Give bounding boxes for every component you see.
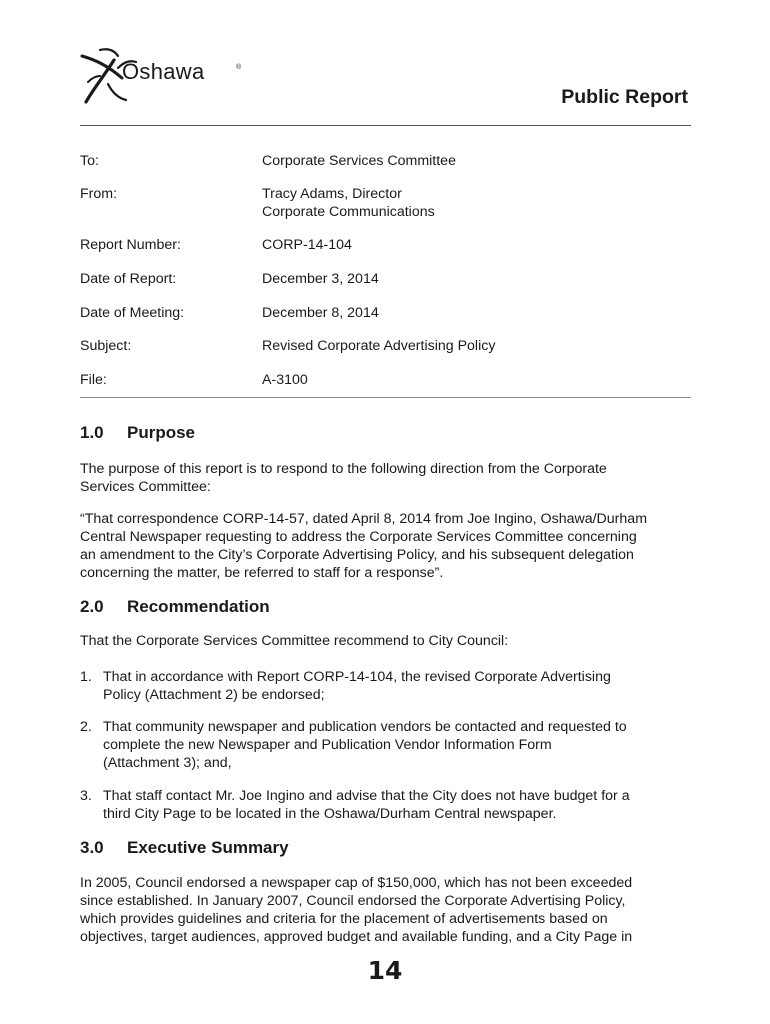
text-line: since established. In January 2007, Council endorsed the Corporate Advertising Policy,: [80, 893, 626, 909]
text-line: which provides guidelines and criteria for the placement of advertisements based on: [80, 911, 608, 927]
text-line: concerning the matter, be referred to staff for a response”.: [80, 565, 444, 581]
section-number: 1.0: [80, 423, 104, 442]
text-line: complete the new Newspaper and Publication Vendor Information Form: [103, 737, 552, 753]
meta-label: Date of Meeting:: [80, 305, 185, 321]
logo-wordmark: Oshawa: [122, 59, 205, 84]
meta-value: CORP-14-104: [262, 237, 352, 253]
text-line: That staff contact Mr. Joe Ingino and advise that the City does not have budget for a: [103, 788, 630, 804]
list-number: 2.: [80, 719, 92, 735]
meta-value: Corporate Services Committee: [262, 153, 456, 169]
purpose-quote: [80, 510, 690, 582]
list-number: 3.: [80, 788, 92, 804]
oshawa-logo: [78, 42, 258, 108]
meta-label: To:: [80, 153, 99, 169]
meta-value: Tracy Adams, Director: [262, 186, 402, 202]
text-line: “That correspondence CORP-14-57, dated April 8, 2014 from Joe Ingino, Oshawa/Durham: [80, 511, 648, 527]
text-line: Central Newspaper requesting to address the Corporate Services Committee concerning: [80, 529, 637, 545]
meta-label: Report Number:: [80, 237, 181, 253]
text-line: In 2005, Council endorsed a newspaper cap of $150,000, which has not been exceeded: [80, 875, 633, 891]
meta-value-line2: Corporate Communications: [262, 204, 435, 220]
text-line: an amendment to the City’s Corporate Advertising Policy, and his subsequent delegation: [80, 547, 634, 563]
section-number: 3.0: [80, 838, 104, 857]
meta-label: Date of Report:: [80, 271, 177, 287]
meta-value: Revised Corporate Advertising Policy: [262, 338, 496, 354]
report-type-title: Public Report: [561, 86, 688, 108]
section-title: Purpose: [127, 423, 196, 442]
page-number: 14: [367, 956, 403, 985]
meta-label: From:: [80, 186, 118, 202]
meta-value: A-3100: [262, 372, 308, 388]
text-line: That in accordance with Report CORP-14-104, the revised Corporate Advertising: [103, 669, 611, 685]
recommendation-intro: That the Corporate Services Committee recommend to City Council:: [80, 633, 509, 649]
purpose-paragraph: [80, 460, 690, 496]
metadata-divider: [80, 397, 691, 398]
text-line: (Attachment 3); and,: [103, 755, 232, 771]
list-number: 1.: [80, 669, 92, 685]
text-line: objectives, target audiences, approved budget and available funding, and a City Page in: [80, 929, 633, 945]
meta-value: December 3, 2014: [262, 271, 379, 287]
meta-value: December 8, 2014: [262, 305, 379, 321]
text-line: The purpose of this report is to respond to the following direction from the Corporate: [80, 461, 607, 477]
executive-summary-paragraph: [80, 874, 690, 946]
meta-label: File:: [80, 372, 107, 388]
text-line: third City Page to be located in the Oshawa/Durham Central newspaper.: [103, 806, 557, 822]
header-divider: [80, 125, 691, 126]
section-title: Executive Summary: [127, 838, 289, 857]
text-line: Services Committee:: [80, 479, 211, 495]
logo-registered-mark: ®: [236, 64, 242, 71]
text-line: That community newspaper and publication vendors be contacted and requested to: [103, 719, 627, 735]
section-title: Recommendation: [127, 597, 270, 616]
meta-label: Subject:: [80, 338, 132, 354]
section-number: 2.0: [80, 597, 104, 616]
text-line: Policy (Attachment 2) be endorsed;: [103, 687, 325, 703]
